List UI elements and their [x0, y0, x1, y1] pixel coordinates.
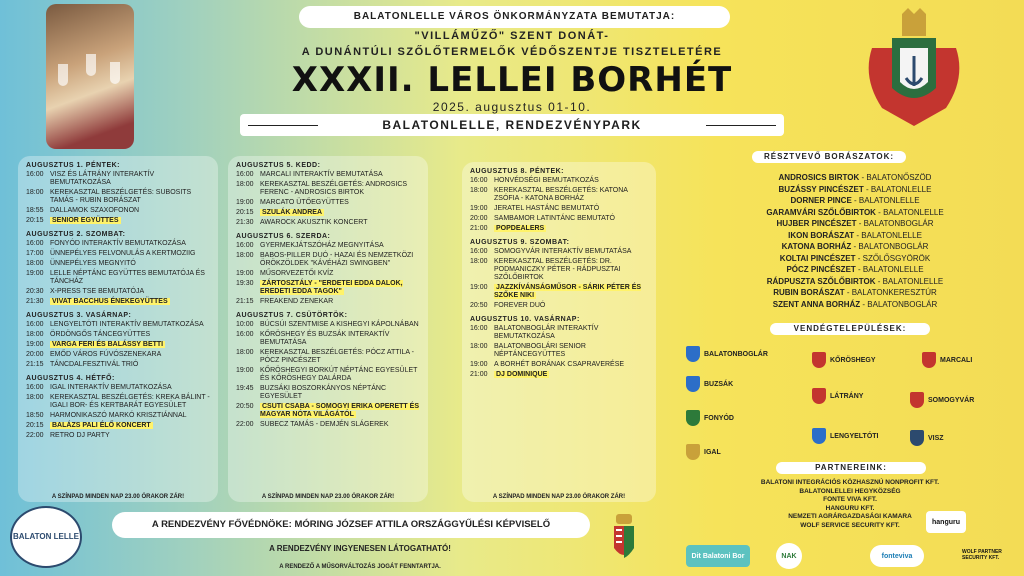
separator: - — [851, 196, 859, 205]
event-description: X-PRESS TSE BEMUTATÓJA — [50, 288, 145, 295]
event-description: KEREKASZTAL BESZÉLGETÉS: KREKA BÁLINT - IGALI BOR- ÉS KERTBARÁT EGYESÜLET — [50, 394, 210, 409]
winery-item — [740, 195, 970, 207]
event-description: HONVÉDSÉGI BEMUTATKOZÁS — [494, 177, 599, 184]
subtitle-saint: "VILLÁMŰZŐ" SZENT DONÁT- — [414, 30, 610, 42]
town-coat-of-arms-icon — [862, 8, 966, 128]
partner-item: BALATONI INTEGRÁCIÓS KÖZHASZNÚ NONPROFIT KFT. — [760, 479, 940, 486]
schedule-event — [26, 432, 210, 440]
schedule-event — [470, 302, 648, 310]
schedule-event — [236, 171, 420, 179]
stage-closing-note: A SZÍNPAD MINDEN NAP 23.00 ÓRAKOR ZÁR! — [51, 494, 185, 500]
event-description: EMŐD VÁROS FÚVÓSZENEKARA — [50, 351, 162, 358]
event-time: 19:00 — [470, 361, 488, 368]
partner-item: FONTE VIVA KFT. — [823, 496, 877, 503]
winery-location: BALATONBOGLÁR — [867, 299, 938, 309]
event-time: 22:00 — [26, 432, 44, 439]
schedule-event — [26, 260, 210, 268]
winery-name: HUJBER PINCÉSZET — [776, 219, 857, 228]
event-description: LELLE NÉPTÁNC EGYÜTTES BEMUTATÓJA ÉS TÁNCHÁZ — [50, 270, 205, 285]
schedule-event — [470, 248, 648, 256]
winery-location: BALATONŐSZÖD — [866, 173, 932, 182]
schedule-event — [26, 394, 210, 410]
event-description: VISZ ÉS LÁTRÁNY INTERAKTÍV BEMUTATKOZÁSA — [50, 171, 155, 186]
separator: - — [859, 173, 867, 182]
event-description: BALATONBOGLÁRI SENIOR NÉPTÁNCEGYÜTTES — [494, 343, 586, 358]
town-name: LENGYELTÓTI — [830, 432, 879, 440]
schedule-event — [236, 199, 420, 207]
winery-name: BUZÁSSY PINCÉSZET — [778, 184, 864, 194]
winery-location: BALATONLELLE — [862, 265, 924, 274]
venue-label: BALATONLELLE, RENDEZVÉNYPARK — [382, 118, 642, 132]
winery-location: BALATONBOGLÁR — [863, 219, 934, 228]
disclaimer: A RENDEZŐ A MŰSORVÁLTOZÁS JOGÁT FENNTARTJA. — [279, 564, 441, 570]
guest-town — [812, 428, 878, 444]
event-time: 20:00 — [26, 351, 44, 358]
schedule-event — [470, 187, 648, 203]
town-name: BUZSÁK — [704, 380, 734, 388]
schedule-event — [26, 207, 210, 215]
event-description: BÚCSÚI SZENTMISE A KISHEGYI KÁPOLNÁBAN — [260, 321, 419, 328]
headline-act: POPDEALERS — [496, 225, 545, 232]
event-time: 16:00 — [26, 384, 44, 391]
schedule-event — [26, 351, 210, 359]
separator: - — [860, 299, 868, 309]
town-name: VISZ — [928, 434, 944, 442]
event-description: MARCALI INTERAKTÍV BEMUTATÁSA — [260, 171, 383, 178]
schedule-event — [26, 217, 210, 225]
winery-name: IKON BORÁSZAT — [788, 230, 855, 240]
schedule-event — [26, 331, 210, 339]
winery-name: RUBIN BORÁSZAT — [773, 288, 845, 297]
schedule-event — [470, 177, 648, 185]
event-time: 19:00 — [470, 284, 488, 291]
winery-item — [740, 276, 970, 288]
winery-name: KATONA BORHÁZ — [781, 242, 852, 251]
winery-location: BALATONBOGLÁR — [858, 242, 929, 251]
winery-item — [740, 230, 970, 242]
schedule-event — [236, 280, 420, 296]
event-time: 19:00 — [236, 270, 254, 277]
day-heading: AUGUSZTUS 9. SZOMBAT: — [470, 239, 570, 246]
event-description: MŰSORVEZETŐI KVÍZ — [260, 270, 334, 277]
event-time: 18:50 — [26, 412, 44, 419]
partner-item: BALATONLELLEI HEGYKÖZSÉG — [799, 487, 901, 495]
schedule-event — [26, 250, 210, 258]
schedule-event — [470, 225, 648, 233]
winery-name: ANDROSICS BIRTOK — [778, 173, 860, 182]
schedule-column-3 — [462, 162, 656, 502]
event-description: MARCATO ÜTŐEGYÜTTES — [260, 199, 349, 206]
schedule-event — [236, 367, 420, 383]
event-description: KEREKASZTAL BESZÉLGETÉS: DR. PODMANICZKY PÉTER - RÁDPUSZTAI SZŐLŐBIRTOK — [494, 258, 621, 281]
day-heading: AUGUSZTUS 6. SZERDA: — [236, 233, 331, 240]
event-time: 18:00 — [26, 394, 44, 401]
schedule-event — [470, 284, 648, 300]
event-description: BALATONBOGLÁR INTERAKTÍV BEMUTATKOZÁSA — [494, 325, 599, 340]
guest-town — [686, 410, 734, 426]
venue-banner — [240, 114, 784, 136]
schedule-event — [236, 321, 420, 329]
day-heading: AUGUSZTUS 3. VASÁRNAP: — [26, 312, 132, 319]
town-shield-icon — [686, 346, 700, 362]
event-time: 10:00 — [236, 321, 254, 328]
event-time: 18:55 — [26, 207, 44, 214]
schedule-event — [470, 205, 648, 213]
headline-act: BALÁZS PALI ÉLŐ KONCERT — [52, 422, 151, 429]
event-time: 20:15 — [236, 209, 254, 216]
separator: - — [854, 230, 862, 240]
guest-town — [686, 346, 768, 362]
day-heading: AUGUSZTUS 4. HÉTFŐ: — [26, 375, 115, 382]
schedule-event — [26, 341, 210, 349]
event-description: FOREVER DUÓ — [494, 302, 546, 309]
winery-location: BALATONLELLE — [870, 184, 932, 194]
day-heading: AUGUSZTUS 5. KEDD: — [236, 162, 321, 169]
schedule-event — [26, 412, 210, 420]
event-time: 16:00 — [236, 242, 254, 249]
separator: - — [844, 288, 852, 297]
winery-name: GARAMVÁRI SZŐLŐBIRTOK — [766, 207, 876, 217]
wineries-list — [740, 172, 970, 310]
town-shield-icon — [812, 428, 826, 444]
event-description: TÁNCDALFESZTIVÁL TRIÓ — [50, 361, 139, 368]
event-time: 18:00 — [470, 343, 488, 350]
event-description: KEREKASZTAL BESZÉLGETÉS: SUBOSITS TAMÁS - RUBIN BORÁSZAT — [50, 189, 192, 204]
partners-heading: PARTNEREINK: — [776, 462, 926, 474]
event-time: 16:00 — [26, 240, 44, 247]
winery-location: BALATONLELLE — [883, 207, 944, 217]
town-shield-icon — [686, 444, 700, 460]
separator: - — [875, 276, 883, 286]
day-heading: AUGUSZTUS 2. SZOMBAT: — [26, 231, 126, 238]
event-time: 16:00 — [236, 331, 254, 338]
partner-logo-nak: NAK — [776, 543, 802, 569]
separator: - — [856, 219, 864, 228]
event-description: ÖRDÖNGŐS TÁNCEGYÜTTES — [50, 331, 151, 338]
schedule-event — [26, 422, 210, 430]
event-time: 19:00 — [26, 270, 44, 277]
event-time: 21:15 — [26, 361, 44, 368]
winery-name: DORNER PINCE — [790, 196, 852, 205]
town-shield-icon — [812, 352, 826, 368]
event-description: KŐRÖSHEGY ÉS BUZSÁK INTERAKTÍV BEMUTATÁSA — [260, 331, 390, 346]
winery-location: BALATONKERESZTÚR — [851, 288, 937, 297]
town-name: BALATONBOGLÁR — [704, 350, 768, 358]
schedule-column-2 — [228, 156, 428, 502]
event-time: 16:00 — [236, 171, 254, 178]
event-description: IGAL INTERAKTÍV BEMUTATKOZÁSA — [50, 384, 172, 391]
hungary-coat-of-arms-icon — [612, 512, 636, 564]
day-heading: AUGUSZTUS 8. PÉNTEK: — [470, 168, 565, 175]
event-dates: 2025. augusztus 01-10. — [432, 100, 592, 114]
event-description: JERATEL HASTÁNC BEMUTATÓ — [494, 205, 600, 212]
day-heading: AUGUSZTUS 10. VASÁRNAP: — [470, 316, 580, 323]
event-time: 21:30 — [236, 219, 254, 226]
day-heading: AUGUSZTUS 1. PÉNTEK: — [26, 162, 121, 169]
schedule-event — [470, 371, 648, 379]
partner-item: WOLF SERVICE SECURITY KFT. — [800, 521, 900, 529]
schedule-event — [470, 258, 648, 282]
guest-town — [686, 376, 733, 392]
partner-logo-hanguru: hanguru — [926, 511, 966, 533]
schedule-event — [26, 361, 210, 369]
event-time: 16:00 — [26, 171, 44, 178]
event-time: 21:00 — [470, 225, 488, 232]
event-time: 19:00 — [470, 205, 488, 212]
event-time: 16:00 — [470, 248, 488, 255]
event-time: 18:00 — [470, 187, 488, 194]
winery-name: PÓCZ PINCÉSZET — [786, 265, 856, 274]
event-description: LENGYELTÓTI INTERAKTÍV BEMUTATKOZÁSA — [50, 321, 204, 328]
event-time: 17:00 — [26, 250, 44, 257]
event-time: 20:50 — [470, 302, 488, 309]
partner-item: HANGURU KFT. — [825, 504, 875, 512]
partner-logo-balatoni-bor: Dit Balatoni Bor — [686, 545, 750, 567]
schedule-column-1 — [18, 156, 218, 502]
guest-town — [812, 388, 863, 404]
event-time: 19:00 — [236, 367, 254, 374]
event-description: SUBECZ TAMÁS - DEMJÉN SLÁGEREK — [260, 421, 389, 428]
event-time: 20:30 — [26, 288, 44, 295]
schedule-event — [26, 321, 210, 329]
town-name: LÁTRÁNY — [830, 392, 864, 400]
event-description: A BORHÉT BORÁNAK CSAPRAVERÉSE — [494, 361, 625, 368]
event-description: BABOS-PILLER DUÓ - HAZAI ÉS NEMZETKÖZI ÖRÖKZÖLDEK "KÁVÉHÁZI SWINGBEN" — [260, 252, 414, 267]
headline-act: CSUTI CSABA - SOMOGYI ERIKA OPERETT ÉS MAGYAR NÓTA VILÁGÁTÓL — [260, 403, 419, 418]
schedule-event — [236, 242, 420, 250]
schedule-event — [26, 171, 210, 187]
event-description: SAMBAMOR LATINTÁNC BEMUTATÓ — [494, 215, 615, 222]
headline-act: SENIOR EGYÜTTES — [52, 217, 119, 224]
event-time: 18:00 — [26, 331, 44, 338]
headline-act: VARGA FERI ÉS BALÁSSY BETTI — [52, 341, 164, 348]
schedule-event — [236, 252, 420, 268]
event-description: HARMONIKASZÓ MARKÓ KRISZTIÁNNAL — [50, 412, 187, 419]
winery-location: SZŐLŐSGYÖRÖK — [862, 253, 931, 263]
divider — [248, 125, 318, 126]
town-shield-icon — [686, 410, 700, 426]
balatonlelle-logo: BALATON LELLE — [10, 506, 82, 568]
guest-town — [910, 430, 944, 446]
event-time: 21:00 — [470, 371, 488, 378]
event-time: 20:15 — [26, 217, 44, 224]
stage-closing-note: A SZÍNPAD MINDEN NAP 23.00 ÓRAKOR ZÁR! — [492, 494, 626, 500]
winery-item — [740, 207, 970, 219]
event-description: KEREKASZTAL BESZÉLGETÉS: KATONA ZSÓFIA - KATONA BORHÁZ — [494, 187, 628, 202]
event-time: 21:30 — [26, 298, 44, 305]
partner-logo-wolf: WOLF PARTNER SECURITY KFT. — [962, 549, 1002, 561]
headline-act: ZÁRTOSZTÁLY - "ERDETEI EDDA DALOK, EREDETI EDDA TAGOK" — [260, 280, 403, 295]
schedule-event — [26, 384, 210, 392]
stage-closing-note: A SZÍNPAD MINDEN NAP 23.00 ÓRAKOR ZÁR! — [261, 494, 395, 500]
separator: - — [851, 242, 859, 251]
schedule-event — [236, 385, 420, 401]
event-time: 18:00 — [236, 252, 254, 259]
event-description: ÜNNEPÉLYES MEGNYITÓ — [50, 260, 136, 267]
schedule-event — [26, 298, 210, 306]
guest-town — [686, 444, 721, 460]
separator: - — [863, 184, 871, 194]
event-time: 19:30 — [236, 280, 254, 287]
schedule-event — [236, 298, 420, 306]
event-description: FONYÓD INTERAKTÍV BEMUTATKOZÁSA — [50, 240, 186, 247]
town-shield-icon — [686, 376, 700, 392]
winery-location: BALATONLELLE — [882, 276, 944, 286]
town-shield-icon — [922, 352, 936, 368]
day-heading: AUGUSZTUS 7. CSÜTÖRTÖK: — [236, 312, 348, 319]
event-description: DALLAMOK SZAXOFONON — [50, 207, 140, 214]
schedule-event — [26, 189, 210, 205]
winery-item — [740, 172, 970, 184]
event-description: BUZSÁKI BOSZORKÁNYOS NÉPTÁNC EGYESÜLET — [260, 385, 387, 400]
guest-town — [922, 352, 972, 368]
winery-item — [740, 218, 970, 230]
schedule-event — [236, 270, 420, 278]
town-shield-icon — [910, 430, 924, 446]
partner-logo-fonteviva: fonteviva — [870, 545, 924, 567]
wineries-heading: RÉSZTVEVŐ BORÁSZATOK: — [752, 151, 906, 163]
partner-item: NEMZETI AGRÁRGAZDASÁGI KAMARA — [788, 513, 912, 520]
town-name: SOMOGYVÁR — [928, 396, 975, 404]
town-name: IGAL — [704, 448, 721, 456]
winery-item — [740, 184, 970, 196]
event-time: 18:00 — [236, 349, 254, 356]
event-time: 22:00 — [236, 421, 254, 428]
event-time: 16:00 — [470, 325, 488, 332]
winery-location: BALATONLELLE — [858, 196, 920, 205]
schedule-event — [236, 181, 420, 197]
town-name: FONYÓD — [704, 414, 734, 422]
wine-toast-photo — [46, 4, 134, 149]
winery-name: RÁDPUSZTA SZŐLŐBIRTOK — [766, 276, 876, 286]
schedule-event — [470, 325, 648, 341]
schedule-event — [236, 349, 420, 365]
winery-item — [740, 241, 970, 253]
event-time: 21:15 — [236, 298, 254, 305]
event-time: 20:00 — [470, 215, 488, 222]
event-time: 18:00 — [470, 258, 488, 265]
event-time: 18:00 — [26, 260, 44, 267]
event-time: 20:50 — [236, 403, 254, 410]
headline-act: VIVAT BACCHUS ÉNEKEGYÜTTES — [52, 298, 168, 305]
event-time: 19:45 — [236, 385, 254, 392]
schedule-event — [26, 270, 210, 286]
subtitle-patron: A DUNÁNTÚLI SZŐLŐTERMELŐK VÉDŐSZENTJE TISZTELETÉRE — [301, 46, 723, 58]
event-description: KŐRÖSHEGYI BORKÚT NÉPTÁNC EGYESÜLET ÉS KŐRÖSHEGY DALÁRDA — [260, 367, 418, 382]
separator: - — [855, 265, 863, 274]
event-time: 16:00 — [470, 177, 488, 184]
free-entry-note: A RENDEZVÉNY INGYENESEN LÁTOGATHATÓ! — [269, 544, 451, 553]
schedule-event — [26, 240, 210, 248]
schedule-event — [470, 215, 648, 223]
schedule-event — [470, 343, 648, 359]
event-time: 18:00 — [236, 181, 254, 188]
headline-act: SZULÁK ANDREA — [262, 209, 323, 216]
winery-item — [740, 253, 970, 265]
winery-name: KOLTAI PINCÉSZET — [779, 253, 856, 263]
top-banner: BALATONLELLE VÁROS ÖNKORMÁNYZATA BEMUTATJA: — [299, 6, 730, 28]
divider — [706, 125, 776, 126]
guest-town — [910, 392, 974, 408]
event-description: ÜNNEPÉLYES FELVONULÁS A KERTMOZIIG — [50, 250, 196, 257]
separator: - — [875, 207, 884, 217]
winery-item — [740, 287, 970, 299]
event-description: GYERMEKJÁTSZÓHÁZ MEGNYITÁSA — [260, 242, 384, 249]
winery-name: SZENT ANNA BORHÁZ — [772, 299, 861, 309]
event-description: FREAKEND ZENEKAR — [260, 298, 334, 305]
guest-towns-grid — [686, 340, 1016, 460]
event-description: SOMOGYVÁR INTERAKTÍV BEMUTATÁSA — [494, 248, 632, 255]
schedule-event — [236, 331, 420, 347]
schedule-event — [470, 361, 648, 369]
event-time: 20:15 — [26, 422, 44, 429]
winery-item — [740, 299, 970, 311]
schedule-event — [26, 288, 210, 296]
event-description: KEREKASZTAL BESZÉLGETÉS: PÓCZ ATTILA - PÓCZ PINCÉSZET — [260, 349, 414, 364]
patron-banner: A RENDEZVÉNY FŐVÉDNÖKE: MÓRING JÓZSEF ATTILA ORSZÁGGYŰLÉSI KÉPVISELŐ — [112, 512, 590, 538]
town-name: MARCALI — [940, 356, 973, 364]
event-description: KEREKASZTAL BESZÉLGETÉS: ANDROSICS FERENC - ANDROSICS BIRTOK — [260, 181, 408, 196]
schedule-event — [236, 209, 420, 217]
guest-town — [812, 352, 876, 368]
event-time: 16:00 — [26, 321, 44, 328]
winery-item — [740, 264, 970, 276]
schedule-event — [236, 403, 420, 419]
schedule-event — [236, 219, 420, 227]
event-description: AWAROCK AKUSZTIK KONCERT — [260, 219, 368, 226]
guest-towns-heading: VENDÉGTELEPÜLÉSEK: — [770, 323, 930, 335]
event-time: 19:00 — [26, 341, 44, 348]
separator: - — [855, 253, 863, 263]
winery-location: BALATONLELLE — [861, 230, 922, 240]
schedule-event — [236, 421, 420, 429]
town-shield-icon — [812, 388, 826, 404]
event-time: 19:00 — [236, 199, 254, 206]
town-name: KŐRÖSHEGY — [830, 356, 876, 364]
town-shield-icon — [910, 392, 924, 408]
event-description: RETRO DJ PARTY — [50, 432, 110, 439]
page-title: XXXII. LELLEI BORHÉT — [291, 60, 733, 100]
headline-act: JAZZKÍVÁNSÁGMŰSOR - SÁRIK PÉTER ÉS SZŐKE NIKI — [494, 284, 642, 299]
headline-act: DJ DOMINIQUE — [496, 371, 548, 378]
event-time: 18:00 — [26, 189, 44, 196]
